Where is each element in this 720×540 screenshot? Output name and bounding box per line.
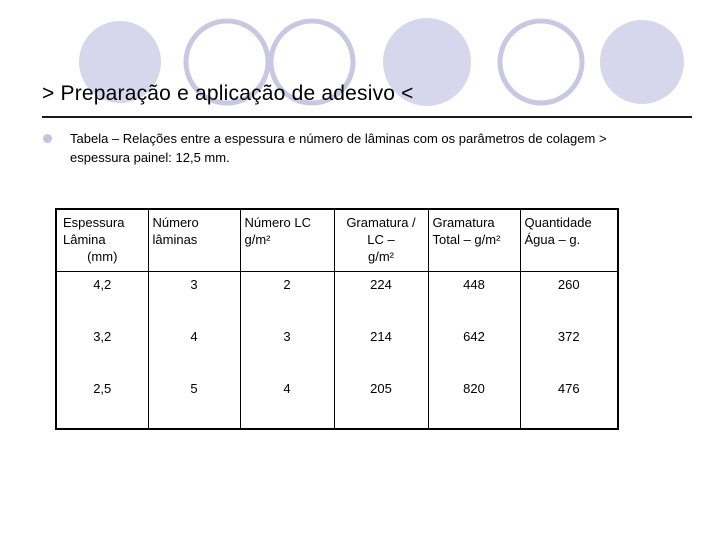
circle-ring xyxy=(500,21,582,103)
column-header-gramatura-total: Gramatura Total – g/m² xyxy=(428,209,520,272)
column-header-numero-laminas: Número lâminas xyxy=(148,209,240,272)
table-cell: 3 xyxy=(240,324,334,376)
column-header-espessura: Espessura Lâmina (mm) xyxy=(56,209,148,272)
table-cell: 3 xyxy=(148,272,240,325)
page-title: > Preparação e aplicação de adesivo < xyxy=(42,82,414,105)
column-header-gramatura-lc: Gramatura / LC – g/m² xyxy=(334,209,428,272)
table-cell: 3,2 xyxy=(56,324,148,376)
table-cell: 4 xyxy=(148,324,240,376)
table-cell: 4,2 xyxy=(56,272,148,325)
decorative-circles xyxy=(0,0,720,130)
table-cell: 476 xyxy=(520,376,618,429)
column-header-quantidade-agua: Quantidade Água – g. xyxy=(520,209,618,272)
table-cell: 4 xyxy=(240,376,334,429)
title-underline xyxy=(42,116,692,118)
table-cell: 205 xyxy=(334,376,428,429)
bullet-icon xyxy=(43,134,52,143)
table-cell: 2,5 xyxy=(56,376,148,429)
table-cell: 260 xyxy=(520,272,618,325)
table-cell: 820 xyxy=(428,376,520,429)
table-header-row xyxy=(56,209,618,272)
table-caption: Tabela – Relações entre a espessura e número de lâminas com os parâmetros de colagem > espessura painel: 12,5 mm. xyxy=(70,131,607,165)
table-cell: 214 xyxy=(334,324,428,376)
table-row xyxy=(56,272,618,325)
table-cell: 448 xyxy=(428,272,520,325)
circle-filled xyxy=(600,20,684,104)
table-cell: 224 xyxy=(334,272,428,325)
table-cell: 5 xyxy=(148,376,240,429)
adhesive-parameters-table xyxy=(55,208,619,430)
table-row xyxy=(56,324,618,376)
table-cell: 642 xyxy=(428,324,520,376)
table-cell: 2 xyxy=(240,272,334,325)
table-cell: 372 xyxy=(520,324,618,376)
column-header-numero-lc: Número LC g/m² xyxy=(240,209,334,272)
table-row xyxy=(56,376,618,429)
